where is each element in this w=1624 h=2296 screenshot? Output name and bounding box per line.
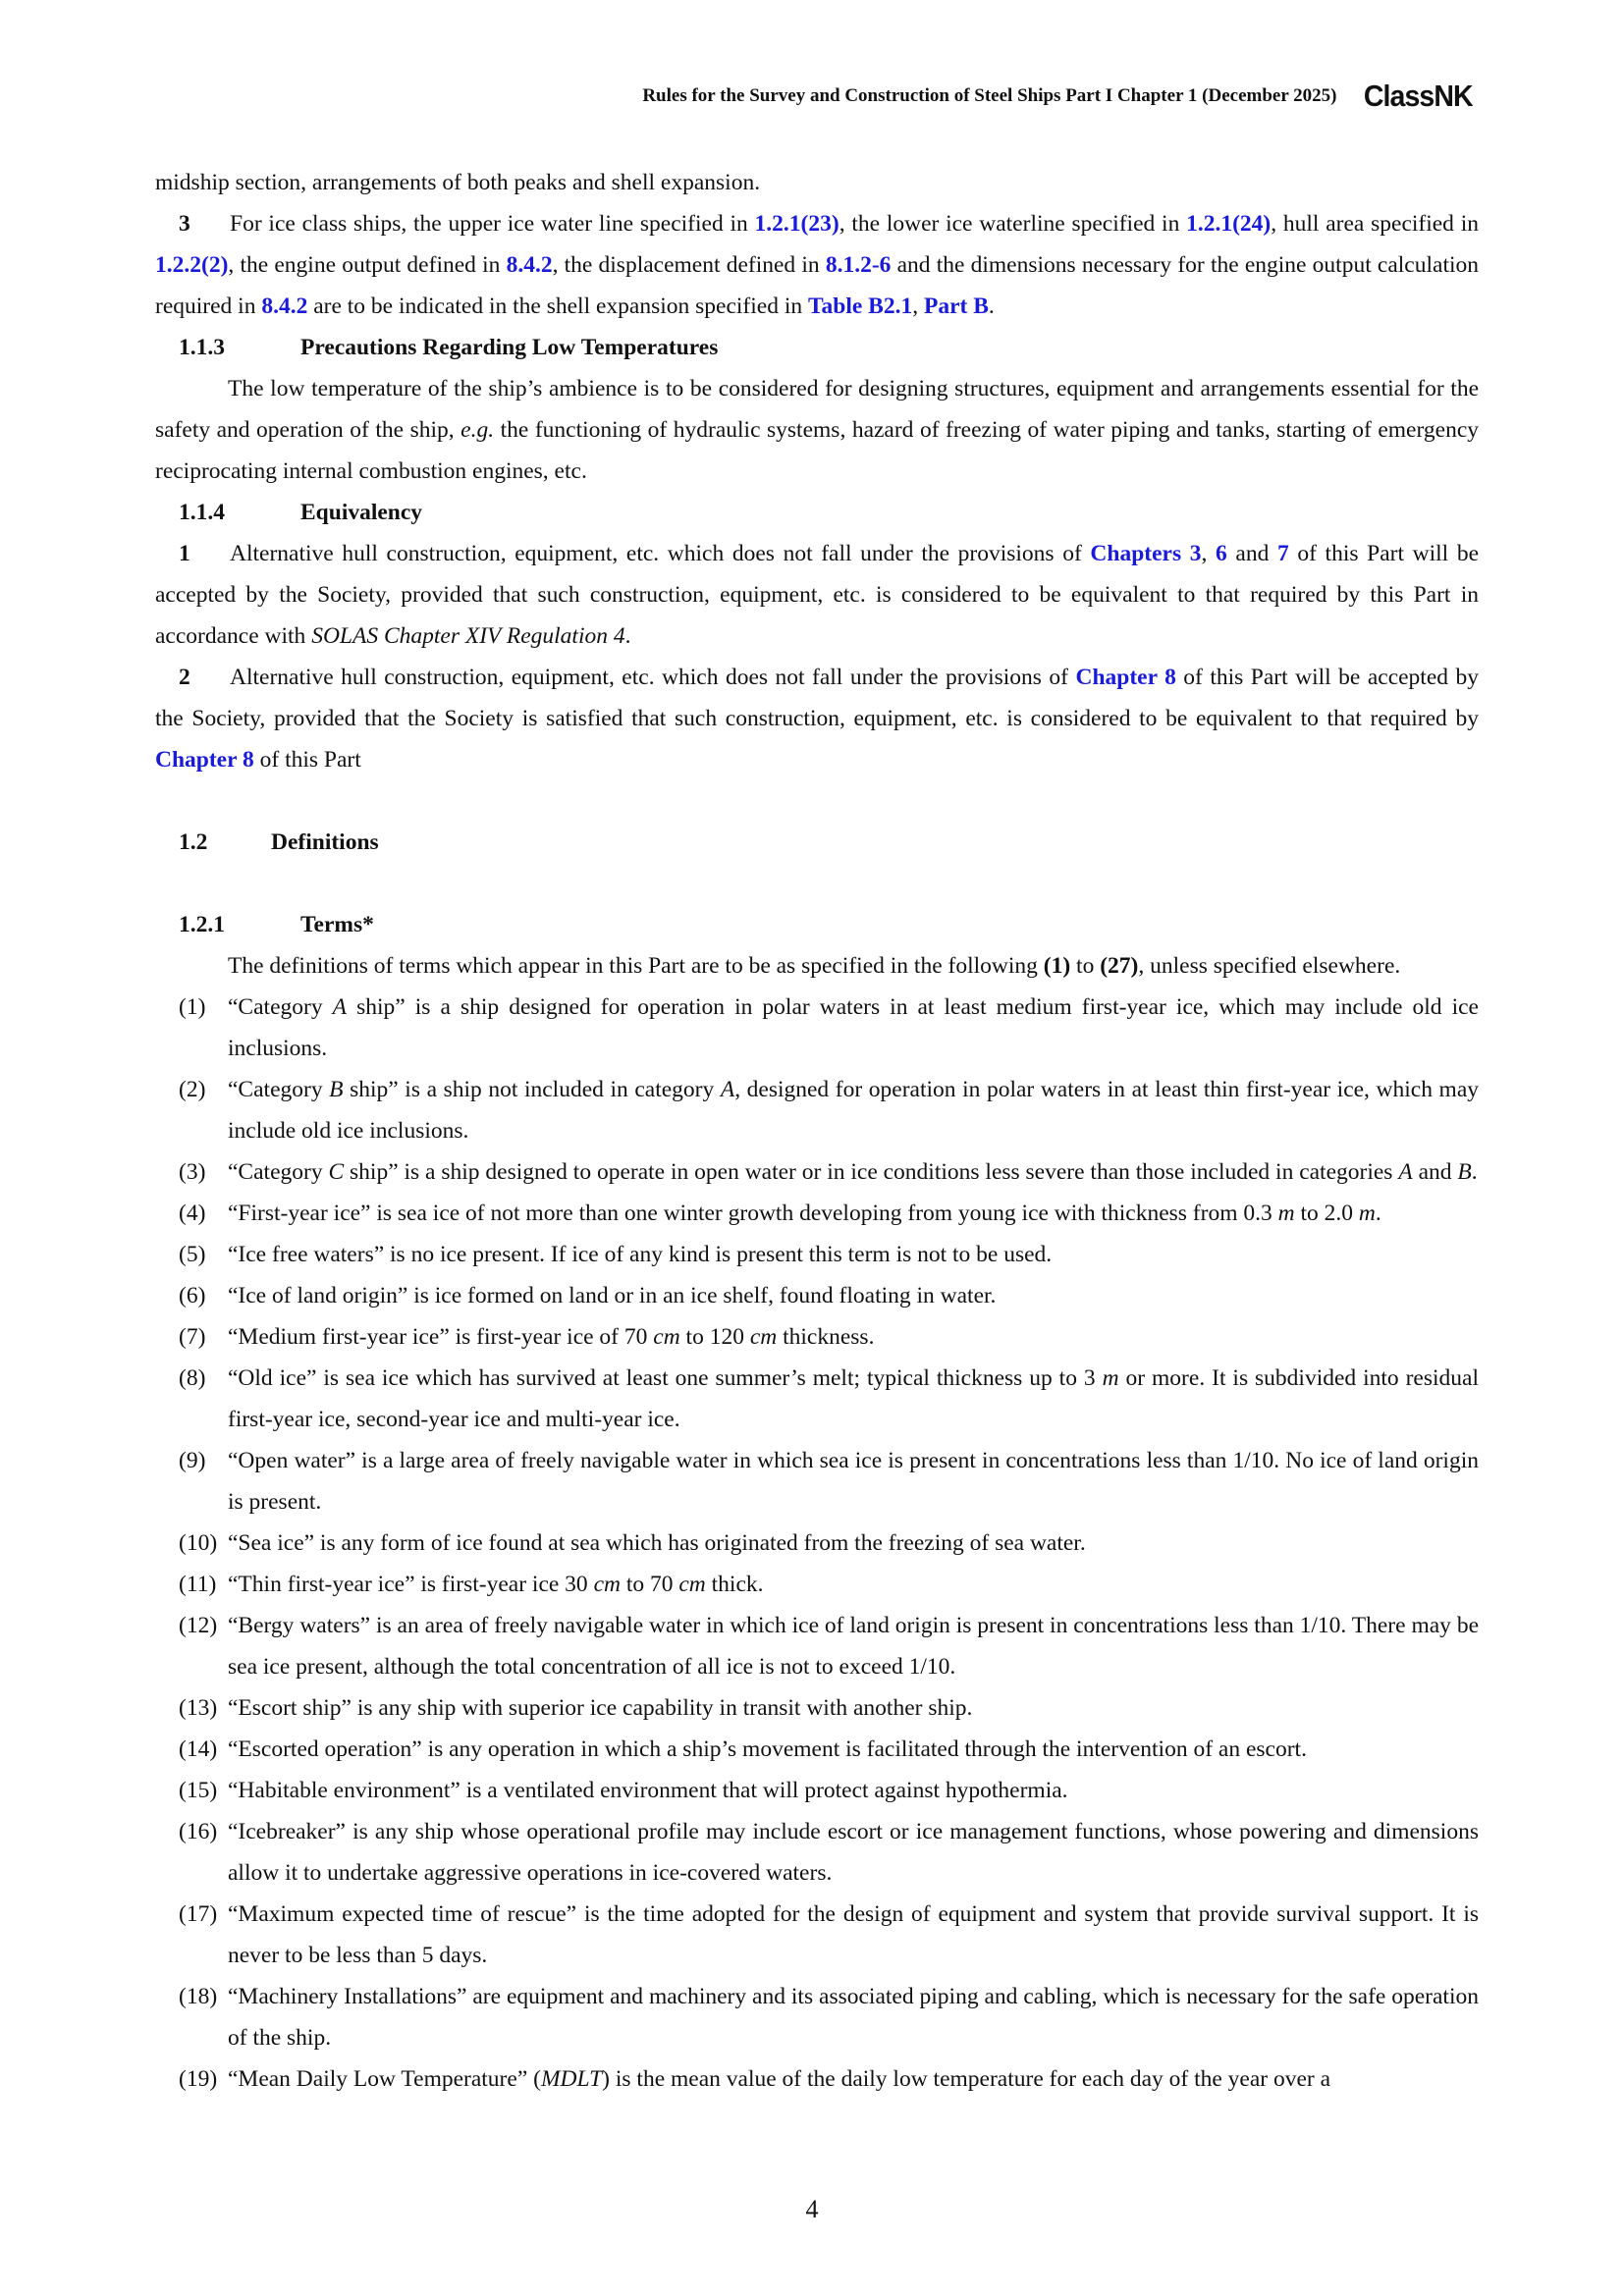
definition-number: (1) <box>179 994 206 1020</box>
section-heading-1-2: 1.2 Definitions <box>179 829 379 855</box>
definition-number: (2) <box>179 1077 206 1102</box>
definition-item: (12) “Bergy waters” is an area of freely navigable water in which ice of land origin is present in concentrations less than 1/10. There may be sea ice present, although the total concentration of all ice is not to exceed 1/10. <box>155 1605 1479 1687</box>
link-chapter-7[interactable]: 7 <box>1276 541 1289 566</box>
link-8-4-2-b[interactable]: 8.4.2 <box>261 294 308 319</box>
header-title: Rules for the Survey and Construction of Steel Ships Part I Chapter 1 (December 2025) <box>642 85 1337 106</box>
definition-item: (1) “Category A ship” is a ship designed for operation in polar waters in at least medium first-year ice, which may include old ice inclusions. <box>155 987 1479 1069</box>
document-body <box>155 162 1479 2100</box>
link-chapters-3[interactable]: Chapters 3 <box>1090 541 1202 566</box>
definition-item: (9) “Open water” is a large area of freely navigable water in which sea ice is present in concentrations less than 1/10. No ice of land origin is present. <box>155 1440 1479 1522</box>
definition-item: (14) “Escorted operation” is any operation in which a ship’s movement is facilitated through the intervention of an escort. <box>155 1729 1479 1770</box>
definition-number: (11) <box>179 1572 217 1597</box>
definition-number: (10) <box>179 1530 218 1556</box>
link-table-b2-1[interactable]: Table B2.1 <box>807 294 913 319</box>
page-header <box>642 79 1477 114</box>
definition-number: (15) <box>179 1778 218 1803</box>
section-heading-1-2-1: 1.2.1 Terms* <box>179 912 374 937</box>
definition-item: (17) “Maximum expected time of rescue” is the time adopted for the design of equipment and system that provide survival support. It is never to be less than 5 days. <box>155 1894 1479 1976</box>
definition-item: (6) “Ice of land origin” is ice formed on land or in an ice shelf, found floating in water. <box>155 1275 1479 1316</box>
definition-number: (16) <box>179 1819 218 1844</box>
classnk-logo: ClassNK <box>1363 79 1473 113</box>
definition-item: (2) “Category B ship” is a ship not included in category A, designed for operation in polar waters in at least thin first-year ice, which may include old ice inclusions. <box>155 1069 1479 1151</box>
link-1-2-2-2[interactable]: 1.2.2(2) <box>155 252 229 278</box>
link-1-2-1-24[interactable]: 1.2.1(24) <box>1186 211 1272 237</box>
definition-item: (10) “Sea ice” is any form of ice found at sea which has originated from the freezing of sea water. <box>155 1522 1479 1564</box>
definition-item: (15) “Habitable environment” is a ventilated environment that will protect against hypothermia. <box>155 1770 1479 1811</box>
definition-item: (18) “Machinery Installations” are equipment and machinery and its associated piping and cabling, which is necessary for the safe operation of the ship. <box>155 1976 1479 2058</box>
definitions-list <box>155 987 1479 2100</box>
section-heading-1-1-4: 1.1.4 Equivalency <box>179 500 423 525</box>
definition-number: (19) <box>179 2066 218 2092</box>
definition-number: (4) <box>179 1201 206 1226</box>
link-8-4-2[interactable]: 8.4.2 <box>506 252 553 278</box>
paragraph-3: 3 For ice class ships, the upper ice water line specified in 1.2.1(23), the lower ice waterline specified in 1.2.1(24), hull area specified in 1.2.2(2), the engine output defined in 8.4.2, the displacement defined in 8.1.2-6 and the dimensions necessary for the engine output calculation required in 8.4.2 are to be indicated in the shell expansion specified in Table B2.1, Part B. <box>155 203 1479 327</box>
definition-item: (7) “Medium first-year ice” is first-year ice of 70 cm to 120 cm thickness. <box>155 1316 1479 1358</box>
page-number: 4 <box>805 2195 819 2223</box>
definition-number: (3) <box>179 1159 206 1185</box>
definition-number: (5) <box>179 1242 206 1267</box>
definition-item: (5) “Ice free waters” is no ice present. If ice of any kind is present this term is not to be used. <box>155 1234 1479 1275</box>
definitions-intro: The definitions of terms which appear in this Part are to be as specified in the following (1) to (27), unless specified elsewhere. <box>228 953 1401 979</box>
paragraph-number: 3 <box>179 211 190 237</box>
definition-item: (16) “Icebreaker” is any ship whose operational profile may include escort or ice management functions, whose powering and dimensions allow it to undertake aggressive operations in ice-covered waters. <box>155 1811 1479 1894</box>
definition-item: (13) “Escort ship” is any ship with superior ice capability in transit with another ship. <box>155 1687 1479 1729</box>
link-1-2-1-23[interactable]: 1.2.1(23) <box>754 211 839 237</box>
continued-line: midship section, arrangements of both peaks and shell expansion. <box>155 170 761 195</box>
link-chapter-6[interactable]: 6 <box>1216 541 1227 566</box>
section-heading-1-1-3: 1.1.3 Precautions Regarding Low Temperatures <box>179 335 719 360</box>
definition-number: (8) <box>179 1365 206 1391</box>
definition-number: (17) <box>179 1901 218 1927</box>
definition-number: (9) <box>179 1448 206 1473</box>
definition-item: (8) “Old ice” is sea ice which has survived at least one summer’s melt; typical thickness up to 3 m or more. It is subdivided into residual first-year ice, second-year ice and multi-year ice. <box>155 1358 1479 1440</box>
definition-item: (3) “Category C ship” is a ship designed to operate in open water or in ice conditions less severe than those included in categories A and B. <box>155 1151 1479 1193</box>
link-part-b[interactable]: Part B <box>923 294 989 319</box>
section-1-1-4-paragraph-1: 1 Alternative hull construction, equipment, etc. which does not fall under the provisions of Chapters 3, 6 and 7 of this Part will be accepted by the Society, provided that such construction, equipment, etc. is considered to be equivalent to that required by this Part in accordance with SOLAS Chapter XIV Regulation 4. <box>155 541 1479 649</box>
definition-item: (19) “Mean Daily Low Temperature” (MDLT) is the mean value of the daily low temperature for each day of the year over a <box>155 2058 1479 2100</box>
definition-item: (11) “Thin first-year ice” is first-year ice 30 cm to 70 cm thick. <box>155 1564 1479 1605</box>
definition-number: (14) <box>179 1736 218 1762</box>
definition-number: (12) <box>179 1613 218 1638</box>
definition-item: (4) “First-year ice” is sea ice of not more than one winter growth developing from young ice with thickness from 0.3 m to 2.0 m. <box>155 1193 1479 1234</box>
section-1-1-3-text: The low temperature of the ship’s ambience is to be considered for designing structures, equipment and arrangements essential for the safety and operation of the ship, e.g. the functioning of hydraulic systems, hazard of freezing of water piping and tanks, starting of emergency reciprocating internal combustion engines, etc. <box>155 376 1479 484</box>
definition-number: (7) <box>179 1324 206 1350</box>
link-chapter-8[interactable]: Chapter 8 <box>1075 665 1176 690</box>
link-chapter-8-b[interactable]: Chapter 8 <box>155 747 254 773</box>
link-8-1-2-6[interactable]: 8.1.2-6 <box>825 252 892 278</box>
definition-number: (6) <box>179 1283 206 1308</box>
section-1-1-4-paragraph-2: 2 Alternative hull construction, equipment, etc. which does not fall under the provisions of Chapter 8 of this Part will be accepted by the Society, provided that the Society is satisfied that such construction, equipment, etc. is considered to be equivalent to that required by Chapter 8 of this Part <box>155 665 1479 773</box>
definition-number: (18) <box>179 1984 218 2009</box>
definition-number: (13) <box>179 1695 218 1721</box>
